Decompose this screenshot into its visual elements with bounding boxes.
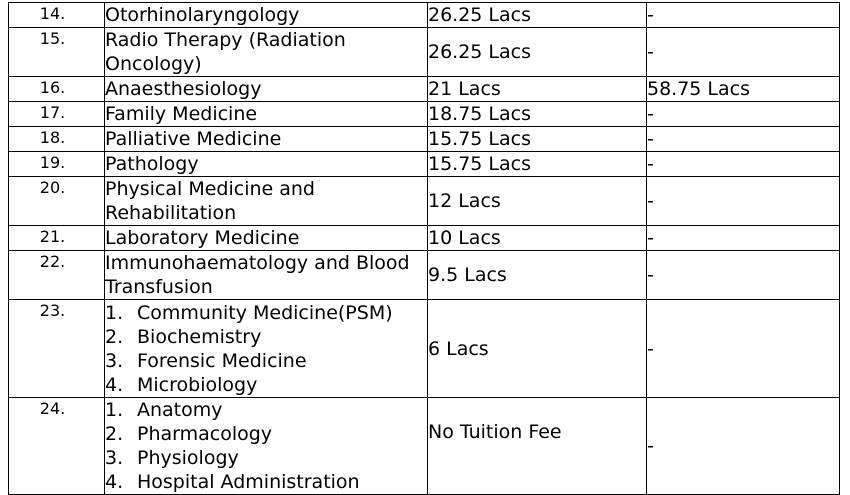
specialty-cell: Palliative Medicine — [105, 127, 428, 152]
row-number-cell — [9, 3, 105, 28]
table-row — [9, 152, 840, 177]
list-text: Community Medicine(PSM) — [137, 301, 393, 324]
row-number: 18. — [39, 128, 66, 147]
list-item — [105, 446, 427, 470]
table-row — [9, 127, 840, 152]
other-fee-cell: - — [647, 3, 840, 28]
list-number: 1. — [105, 399, 124, 421]
table-row — [9, 398, 840, 495]
list-item — [105, 325, 427, 349]
row-number-cell — [9, 251, 105, 300]
fee-cell: 6 Lacs — [428, 300, 647, 398]
table-row — [9, 102, 840, 127]
row-number-cell — [9, 102, 105, 127]
list-number: 1. — [105, 301, 124, 324]
list-number: 4. — [105, 471, 124, 493]
list-number: 2. — [105, 423, 124, 445]
list-number: 2. — [105, 325, 124, 348]
row-number: 19. — [39, 153, 66, 172]
row-number-cell — [9, 77, 105, 102]
table-row — [9, 28, 840, 77]
table-row — [9, 77, 840, 102]
table-row — [9, 300, 840, 398]
row-number: 14. — [39, 4, 66, 23]
fee-cell: 26.25 Lacs — [428, 3, 647, 28]
fee-cell: 26.25 Lacs — [428, 28, 647, 77]
list-item — [105, 301, 427, 325]
other-fee-cell: - — [647, 127, 840, 152]
specialty-list — [105, 398, 427, 494]
row-number-cell — [9, 127, 105, 152]
row-number-cell — [9, 398, 105, 495]
row-number: 17. — [39, 103, 66, 122]
specialty-cell — [105, 398, 428, 495]
list-text: Forensic Medicine — [137, 349, 307, 372]
other-fee-cell: - — [647, 152, 840, 177]
specialty-cell: Laboratory Medicine — [105, 226, 428, 251]
specialty-cell: Anaesthesiology — [105, 77, 428, 102]
specialty-list — [105, 301, 427, 397]
list-number: 3. — [105, 447, 124, 469]
list-item — [105, 422, 427, 446]
list-text: Pharmacology — [137, 423, 273, 445]
other-fee-cell: - — [647, 251, 840, 300]
list-item — [105, 373, 427, 397]
table-row — [9, 251, 840, 300]
specialty-cell: Family Medicine — [105, 102, 428, 127]
list-number: 4. — [105, 373, 124, 396]
table-row — [9, 226, 840, 251]
fee-cell: No Tuition Fee — [428, 398, 647, 495]
list-text: Physiology — [137, 447, 239, 469]
row-number-cell — [9, 300, 105, 398]
other-fee-cell: 58.75 Lacs — [647, 77, 840, 102]
other-fee-cell: - — [647, 28, 840, 77]
list-item — [105, 398, 427, 422]
list-item — [105, 349, 427, 373]
row-number-cell — [9, 177, 105, 226]
other-fee-cell: - — [647, 300, 840, 398]
row-number-cell — [9, 152, 105, 177]
other-fee-cell: - — [647, 177, 840, 226]
row-number: 21. — [39, 227, 66, 246]
list-text: Biochemistry — [137, 325, 262, 348]
other-fee-cell: - — [647, 102, 840, 127]
list-text: Hospital Administration — [137, 471, 360, 493]
other-fee-cell: - — [647, 398, 840, 495]
fee-cell: 18.75 Lacs — [428, 102, 647, 127]
specialty-cell — [105, 300, 428, 398]
specialty-cell: Immunohaematology and Blood Transfusion — [105, 251, 428, 300]
specialty-cell: Pathology — [105, 152, 428, 177]
row-number: 20. — [39, 178, 66, 197]
specialty-cell: Otorhinolaryngology — [105, 3, 428, 28]
row-number: 16. — [39, 78, 66, 97]
list-text: Microbiology — [137, 373, 258, 396]
list-text: Anatomy — [137, 399, 223, 421]
row-number-cell — [9, 28, 105, 77]
row-number-cell — [9, 226, 105, 251]
row-number: 23. — [39, 301, 66, 320]
specialty-cell: Radio Therapy (Radiation Oncology) — [105, 28, 428, 77]
fee-cell: 15.75 Lacs — [428, 152, 647, 177]
fee-cell: 15.75 Lacs — [428, 127, 647, 152]
row-number: 24. — [39, 399, 66, 418]
fee-cell: 12 Lacs — [428, 177, 647, 226]
list-number: 3. — [105, 349, 124, 372]
fee-cell: 10 Lacs — [428, 226, 647, 251]
row-number: 22. — [39, 252, 66, 271]
other-fee-cell: - — [647, 226, 840, 251]
fee-table — [8, 2, 840, 495]
fee-cell: 9.5 Lacs — [428, 251, 647, 300]
table-row — [9, 3, 840, 28]
list-item — [105, 470, 427, 494]
specialty-cell: Physical Medicine and Rehabilitation — [105, 177, 428, 226]
row-number: 15. — [39, 29, 66, 48]
fee-cell: 21 Lacs — [428, 77, 647, 102]
table-row — [9, 177, 840, 226]
